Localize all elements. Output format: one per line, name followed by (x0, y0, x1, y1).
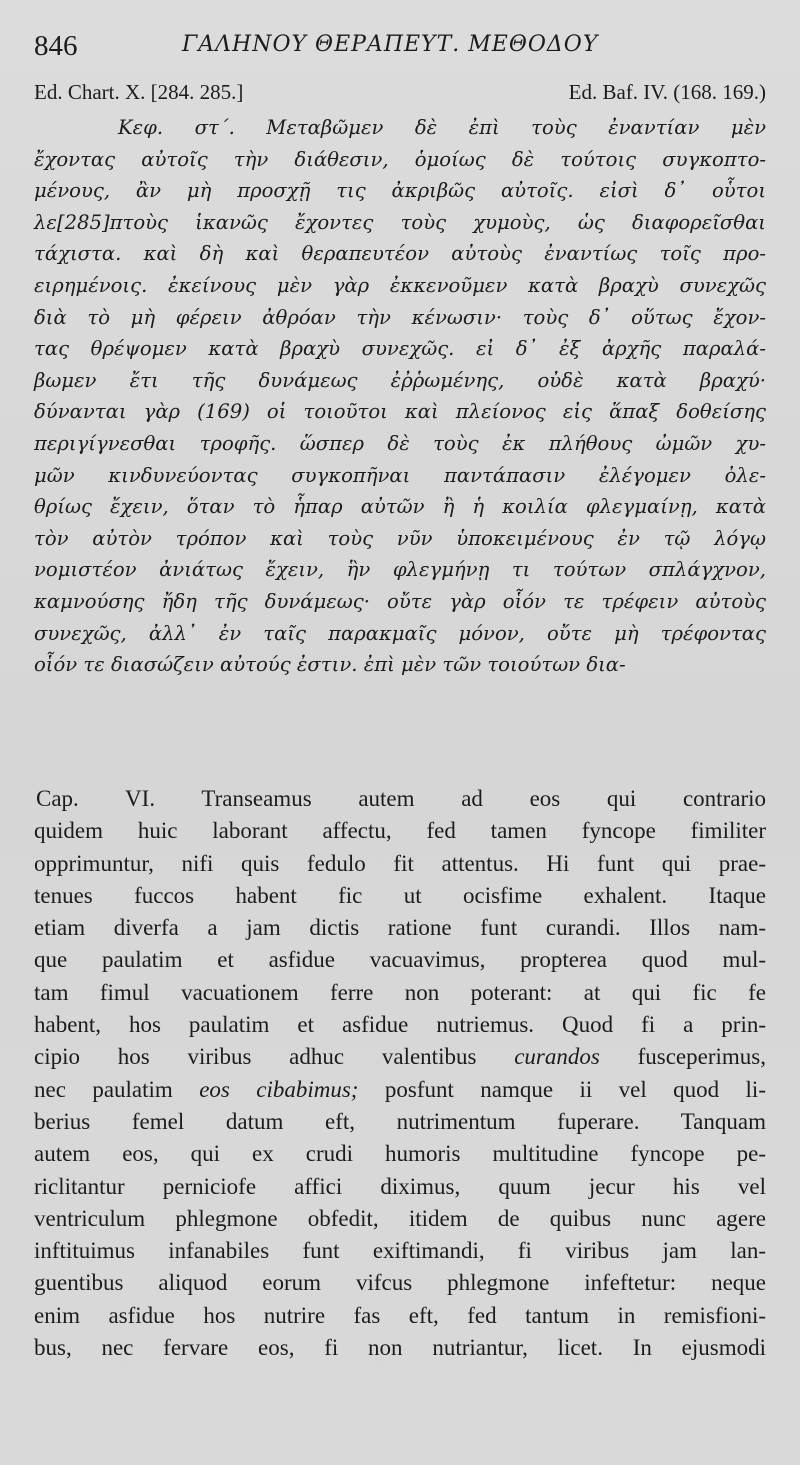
latin-text-segment: que paulatim et asfidue vacuavimus, propterea quod mul- (34, 947, 766, 973)
latin-text-line (34, 1074, 766, 1106)
latin-text-line (34, 1267, 766, 1299)
latin-italic-text: curandos (514, 1044, 600, 1070)
latin-text-segment: tam fimul vacuationem ferre non poterant: at qui fic fe (34, 979, 766, 1005)
edition-reference-line (34, 80, 766, 108)
latin-text-segment: guentibus aliquod eorum vifcus phlegmone infeftetur: neque (34, 1270, 766, 1296)
edition-basel-reference: Ed. Baf. IV. (168. 169.) (568, 80, 766, 104)
greek-text-line: συνεχῶς, ἀλλ᾽ ἐν ταῖς παρακμαῖς μόνον, οὔτε μὴ τρέφοντας (34, 621, 766, 645)
greek-text-line: θρίως ἔχειν, ὅταν τὸ ἧπαρ αὐτῶν ἢ ἡ κοιλία φλεγμαίνῃ, κατὰ (34, 495, 766, 519)
greek-text-line: μῶν κινδυνεύοντας συγκοπῆναι παντάπασιν ἐλέγομεν ὀλε- (34, 463, 766, 487)
edition-chartier-reference: Ed. Chart. X. [284. 285.] (34, 80, 244, 104)
latin-text-line (34, 977, 766, 1009)
page-number: 846 (34, 30, 78, 62)
page-header (34, 30, 766, 70)
greek-text-line: νομιστέον ἀνιάτως ἔχειν, ἣν φλεγμήνῃ τι τούτων σπλάγχνον, (34, 558, 766, 582)
latin-text-segment: Cap. VI. Transeamus autem ad eos qui contrario (36, 786, 766, 811)
latin-text-segment: opprimuntur, nifi quis fedulo fit attentus. Hi funt qui prae- (34, 850, 766, 876)
latin-text-line (34, 1171, 766, 1203)
latin-text-segment: inftituimus infanabiles funt exiftimandi, fi viribus jam lan- (34, 1238, 766, 1264)
latin-text-segment: habent, hos paulatim et asfidue nutriemus. Quod fi a prin- (34, 1012, 766, 1038)
latin-text-line (34, 815, 766, 847)
running-title: ΓΑΛΗΝΟΥ ΘΕΡΑΠΕΥΤ. ΜΕΘΟΔΟΥ (182, 32, 599, 57)
greek-text-line: οἷόν τε διασώζειν αὐτούς ἐστιν. ἐπὶ μὲν τῶν τοιούτων δια- (34, 653, 626, 677)
latin-text-line (34, 1106, 766, 1138)
latin-text-segment: berius femel datum eft, nutrimentum fuperare. Tanquam (34, 1108, 766, 1134)
latin-text-line (34, 1041, 766, 1073)
greek-text-line: βωμεν ἔτι τῆς δυνάμεως ἐῤῥωμένης, οὐδὲ κατὰ βραχύ· (34, 368, 766, 392)
latin-text-segment: enim asfidue hos nutrire fas eft, fed tantum in remisfioni- (34, 1302, 766, 1328)
latin-text-line (34, 880, 766, 912)
greek-text-block (34, 112, 766, 681)
greek-text-line: ειρημένοις. ἐκείνους μὲν γὰρ ἐκκενοῦμεν κατὰ βραχὺ συνεχῶς (34, 273, 766, 297)
latin-text-line (34, 848, 766, 880)
latin-text-line (34, 1235, 766, 1267)
greek-text-line: τας θρέψομεν κατὰ βραχὺ συνεχῶς. εἰ δ᾽ ἐξ ἀρχῆς παραλά- (34, 337, 766, 361)
latin-text-segment: ventriculum phlegmone obfedit, itidem de quibus nunc agere (34, 1205, 766, 1231)
greek-text-line: καμνούσης ἤδη τῆς δυνάμεως· οὔτε γὰρ οἷόν τε τρέφειν αὐτοὺς (34, 589, 766, 613)
greek-text-line: τὸν αὐτὸν τρόπον καὶ τοὺς νῦν ὑποκειμένους ἐν τῷ λόγῳ (34, 526, 766, 550)
latin-text-segment: etiam diverfa a jam dictis ratione funt curandi. Illos nam- (34, 915, 766, 941)
latin-text-segment: riclitantur perniciofe affici diximus, quum jecur his vel (34, 1173, 766, 1199)
greek-text-line: μένους, ἂν μὴ προσχῇ τις ἀκριβῶς αὐτοῖς. εἰσὶ δ᾽ οὗτοι (34, 179, 766, 203)
latin-text-line (34, 1009, 766, 1041)
latin-text-segment: fusceperimus, (599, 1044, 766, 1070)
latin-text-segment: tenues fuccos habent fic ut ocisfime exhalent. Itaque (34, 882, 766, 908)
latin-text-segment: nec paulatim (34, 1076, 200, 1102)
latin-text-segment: quidem huic laborant affectu, fed tamen fyncope fimiliter (34, 818, 766, 844)
latin-text-segment: cipio hos viribus adhuc valentibus (34, 1044, 515, 1070)
greek-text-line: διὰ τὸ μὴ φέρειν ἀθρόαν τὴν κένωσιν· τοὺς δ᾽ οὕτως ἔχον- (34, 305, 766, 329)
latin-text-block (34, 783, 766, 1364)
latin-text-line (34, 912, 766, 944)
greek-text-line: περιγίγνεσθαι τροφῆς. ὥσπερ δὲ τοὺς ἐκ πλήθους ὠμῶν χυ- (34, 431, 766, 455)
latin-text-line (34, 1203, 766, 1235)
latin-text-line (34, 1138, 766, 1170)
latin-text-line (34, 783, 766, 815)
latin-text-segment: autem eos, qui ex crudi humoris multitudine fyncope pe- (34, 1141, 766, 1167)
latin-text-line (34, 1300, 766, 1332)
greek-text-line: ἔχοντας αὐτοῖς τὴν διάθεσιν, ὁμοίως δὲ τούτοις συγκοπτο- (34, 147, 766, 171)
latin-text-segment: posfunt namque ii vel quod li- (358, 1076, 766, 1102)
latin-italic-text: eos cibabimus; (199, 1076, 359, 1102)
greek-text-line: λε[285]πτοὺς ἱκανῶς ἔχοντες τοὺς χυμοὺς, ὡς διαφορεῖσθαι (34, 210, 766, 234)
latin-text-segment: bus, nec fervare eos, fi non nutriantur, licet. In ejusmodi (34, 1335, 766, 1361)
greek-text-line: δύνανται γὰρ (169) οἱ τοιοῦτοι καὶ πλείονος εἰς ἅπαξ δοθείσης (34, 400, 766, 424)
latin-text-line (34, 1332, 766, 1364)
latin-text-line (34, 944, 766, 976)
greek-text-line: Κεφ. στ΄. Μεταβῶμεν δὲ ἐπὶ τοὺς ἐναντίαν μὲν (118, 116, 766, 139)
greek-text-line: τάχιστα. καὶ δὴ καὶ θεραπευτέον αὐτοὺς ἐναντίως τοῖς προ- (34, 242, 766, 266)
